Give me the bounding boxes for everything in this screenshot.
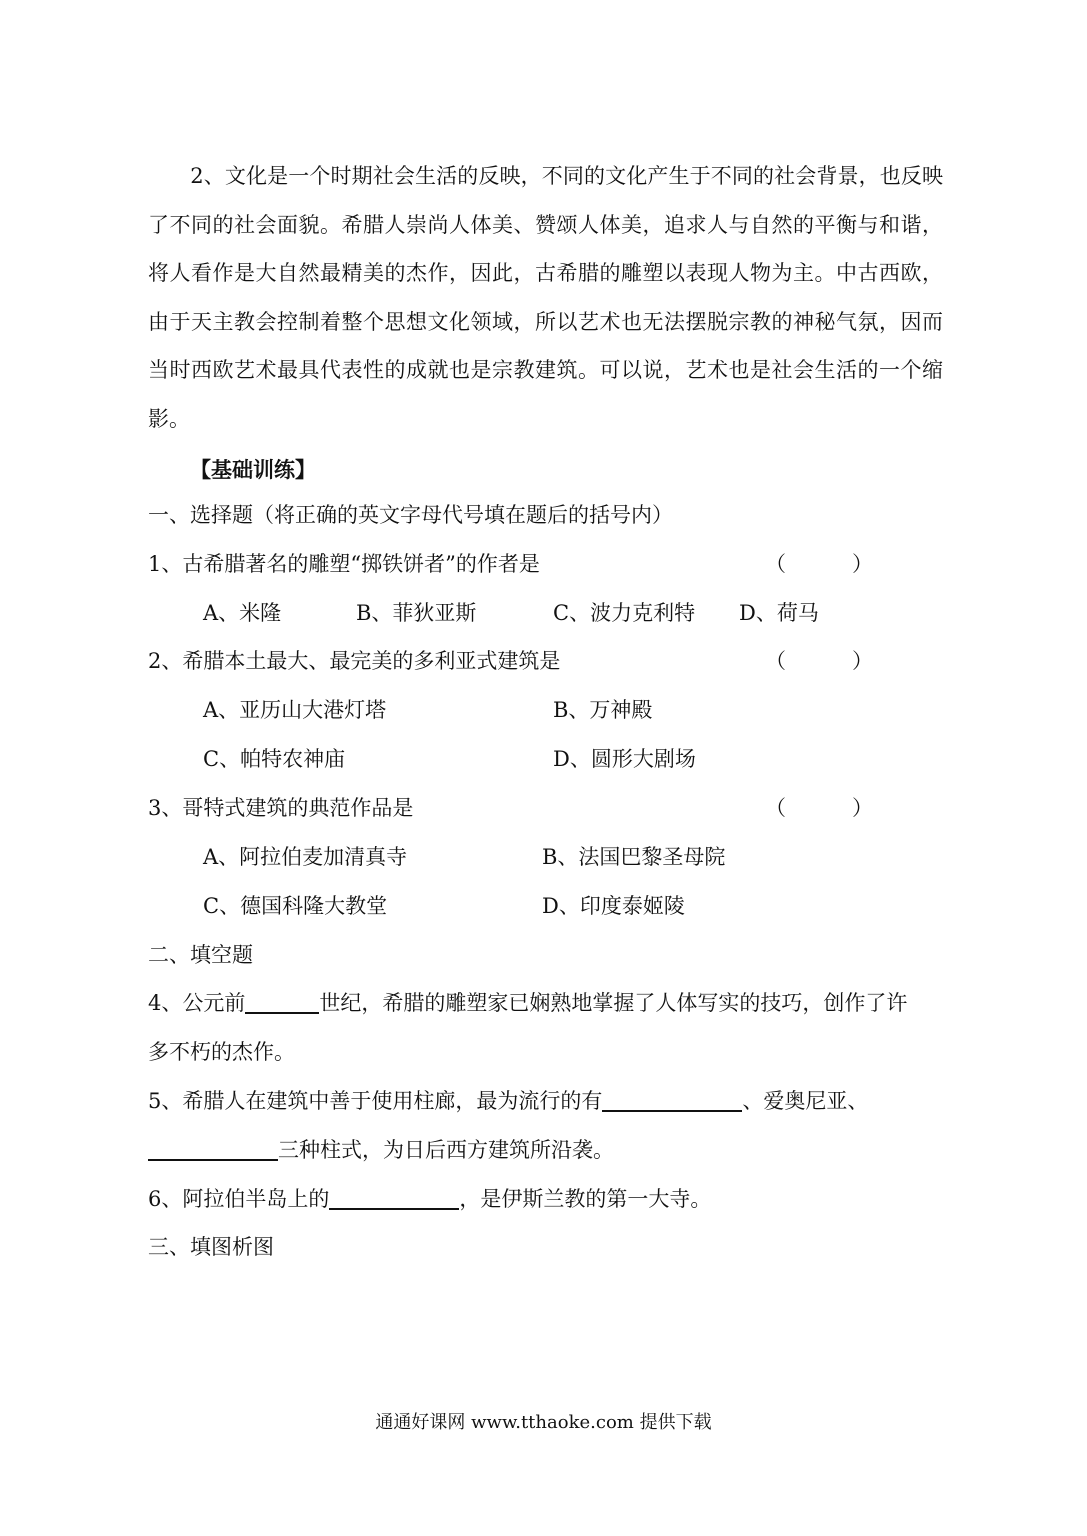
question-4-continued: 多不朽的杰作。 xyxy=(148,1040,295,1064)
q2-option-b: B、万神殿 xyxy=(553,698,653,722)
q4-text-before: 4、公元前 xyxy=(148,991,246,1015)
q1-option-d: D、荷马 xyxy=(739,601,819,625)
part3-title: 三、填图析图 xyxy=(148,1235,274,1259)
answer-bracket-open: （ xyxy=(765,796,786,820)
q6-text-after: ，是伊斯兰教的第一大寺。 xyxy=(459,1187,712,1211)
answer-bracket-close: ） xyxy=(852,552,873,576)
q5-text-middle: 、爱奥尼亚、 xyxy=(742,1089,869,1113)
q1-option-c: C、波力克利特 xyxy=(553,601,696,625)
question-5-continued xyxy=(148,1140,614,1161)
q5-blank-1[interactable] xyxy=(602,1110,742,1112)
q1-option-b: B、菲狄亚斯 xyxy=(356,601,477,625)
section-heading: 【基础训练】 xyxy=(190,457,316,482)
q1-option-a: A、米隆 xyxy=(203,601,282,625)
q3-option-a: A、阿拉伯麦加清真寺 xyxy=(203,845,408,869)
paragraph-2: 2、文化是一个时期社会生活的反映，不同的文化产生于不同的社会背景，也反映了不同的社会面貌。希腊人崇尚人体美、赞颂人体美，追求人与自然的平衡与和谐，将人看作是大自然最精美的杰作，因此，古希腊的雕塑以表现人物为主。中古西欧，由于天主教会控制着整个思想文化领域，所以艺术也无法摆脱宗教的神秘气氛，因而当时西欧艺术最具代表性的成就也是宗教建筑。可以说，艺术也是社会生活的一个缩影。 xyxy=(148,164,943,431)
q3-option-d: D、印度泰姬陵 xyxy=(542,894,685,918)
question-2: 2、希腊本土最大、最完美的多利亚式建筑是 xyxy=(148,649,561,673)
answer-bracket-open: （ xyxy=(765,552,786,576)
question-5 xyxy=(148,1091,868,1112)
q2-option-c: C、帕特农神庙 xyxy=(203,747,346,771)
answer-bracket-close: ） xyxy=(852,649,873,673)
q3-option-c: C、德国科隆大教堂 xyxy=(203,894,388,918)
q5-text-after: 三种柱式，为日后西方建筑所沿袭。 xyxy=(278,1138,614,1162)
q6-text-before: 6、阿拉伯半岛上的 xyxy=(148,1187,330,1211)
q4-text-after: 世纪，希腊的雕塑家已娴熟地掌握了人体写实的技巧，创作了许 xyxy=(319,991,908,1015)
question-1: 1、古希腊著名的雕塑“掷铁饼者”的作者是 xyxy=(148,552,540,576)
q2-option-a: A、亚历山大港灯塔 xyxy=(203,698,387,722)
q3-option-b: B、法国巴黎圣母院 xyxy=(542,845,726,869)
q6-blank[interactable] xyxy=(329,1208,459,1210)
page-footer: 通通好课网 www.tthaoke.com 提供下载 xyxy=(375,1412,712,1433)
q5-blank-2[interactable] xyxy=(148,1159,278,1161)
question-3: 3、哥特式建筑的典范作品是 xyxy=(148,796,414,820)
part2-title: 二、填空题 xyxy=(148,943,253,967)
question-4 xyxy=(148,993,907,1014)
part1-title: 一、选择题（将正确的英文字母代号填在题后的括号内） xyxy=(148,503,673,527)
question-6 xyxy=(148,1189,711,1210)
answer-bracket-close: ） xyxy=(852,796,873,820)
q5-text-before: 5、希腊人在建筑中善于使用柱廊，最为流行的有 xyxy=(148,1089,603,1113)
answer-bracket-open: （ xyxy=(765,649,786,673)
q2-option-d: D、圆形大剧场 xyxy=(553,747,696,771)
q4-blank[interactable] xyxy=(245,1012,319,1014)
